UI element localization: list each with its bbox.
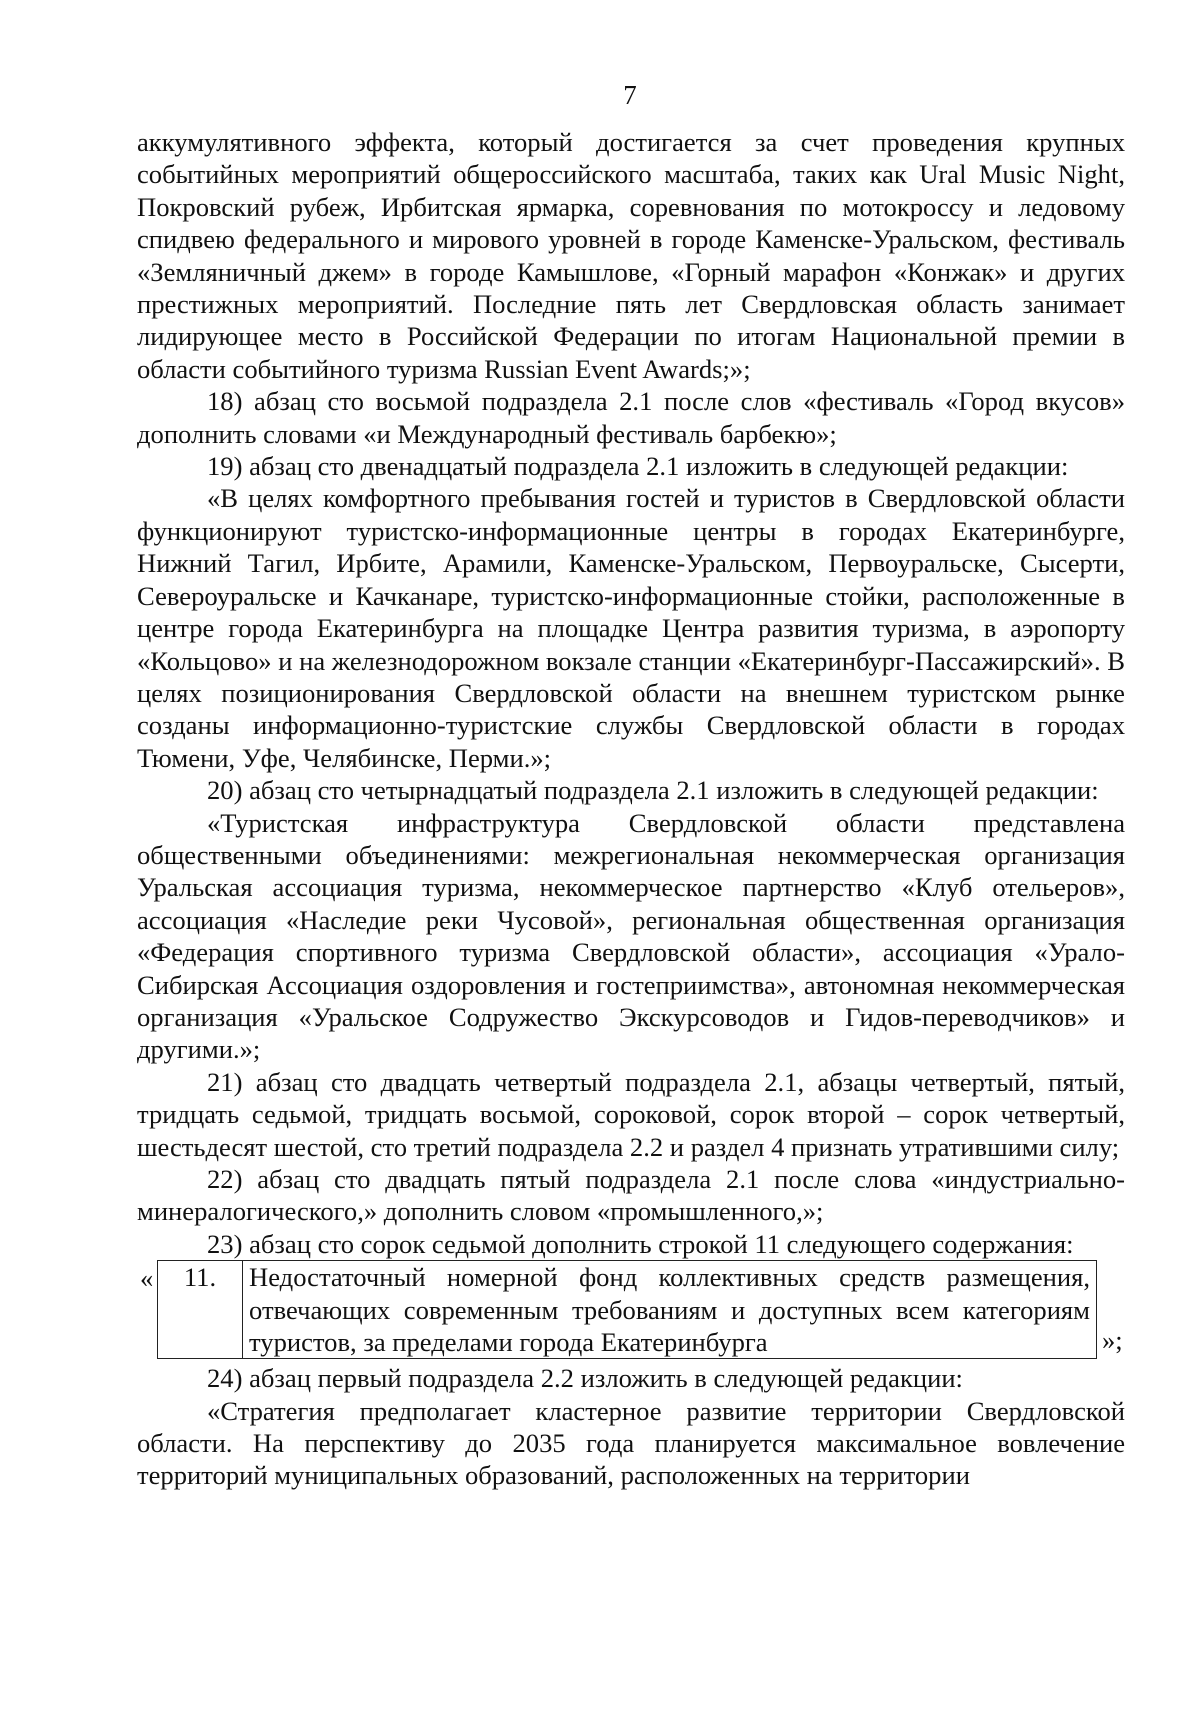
paragraph: 18) абзац сто восьмой подраздела 2.1 после слов «фестиваль «Город вкусов» дополнить словами «и Международный фестиваль барбекю»; <box>137 386 1125 449</box>
paragraph: 23) абзац сто сорок седьмой дополнить строкой 11 следующего содержания: <box>207 1228 1074 1259</box>
table-open-quote: « <box>140 1263 154 1294</box>
paragraphs-after-table <box>137 1362 1125 1492</box>
paragraph: «Туристская инфраструктура Свердловской области представлена общественными объединениями: межрегиональная некоммерческая организация Уральская ассоциация туризма, некоммерческое партнерство «Клуб отельеров», ассоциация «Наследие реки Чусовой», региональная общественная организация «Федерация спортивного туризма Свердловской области», ассоциация «Урало-Сибирская Ассоциация оздоровления и гостеприимства», автономная некоммерческая организация «Уральское Содружество Экскурсоводов и Гидов-переводчиков» и другими.»; <box>137 807 1125 1065</box>
paragraph: 21) абзац сто двадцать четвертый подраздела 2.1, абзацы четвертый, пятый, тридцать седьмой, тридцать восьмой, сороковой, сорок второй – сорок четвертый, шестьдесят шестой, сто третий подраздела 2.2 и раздел 4 признать утратившими силу; <box>137 1066 1125 1162</box>
paragraph: 24) абзац первый подраздела 2.2 изложить в следующей редакции: <box>207 1363 963 1394</box>
paragraph: 19) абзац сто двенадцатый подраздела 2.1 изложить в следующей редакции: <box>207 451 1069 482</box>
inserted-table-row <box>137 1260 1125 1360</box>
document-body <box>137 126 1125 1492</box>
paragraph: «В целях комфортного пребывания гостей и туристов в Свердловской области функционируют туристско-информационные центры в городах Екатеринбурге, Нижний Тагил, Ирбите, Арамили, Каменске-Уральском, Первоуральске, Сысерти, Североуральске и Качканаре, туристско-информационные стойки, расположенные в центре города Екатеринбурга на площадке Центра развития туризма, в аэропорту «Кольцово» и на железнодорожном вокзале станции «Екатеринбург-Пассажирский». В целях позиционирования Свердловской области на внешнем туристском рынке созданы информационно-туристские службы Свердловской области в городах Тюмени, Уфе, Челябинске, Перми.»; <box>137 483 1125 773</box>
paragraph: «Стратегия предполагает кластерное развитие территории Свердловской области. На перспективу до 2035 года планируется максимальное вовлечение территорий муниципальных образований, расположенных на территории <box>137 1395 1125 1491</box>
paragraph: 20) абзац сто четырнадцатый подраздела 2.1 изложить в следующей редакции: <box>207 775 1099 806</box>
table-row <box>158 1261 1097 1359</box>
paragraph: 22) абзац сто двадцать пятый подраздела 2.1 после слова «индустриально-минералогического,» дополнить словом «промышленного,»; <box>137 1164 1125 1227</box>
table <box>157 1260 1097 1359</box>
page-number: 7 <box>623 80 637 110</box>
paragraphs-before-table <box>137 126 1125 1260</box>
table-cell-text: Недостаточный номерной фонд коллективных средств размещения, отвечающих современным требованиям и доступных всем категориям туристов, за пределами города Екатеринбурга <box>243 1261 1097 1359</box>
paragraph: аккумулятивного эффекта, который достигается за счет проведения крупных событийных мероприятий общероссийского масштаба, таких как Ural Music Night, Покровский рубеж, Ирбитская ярмарка, соревнования по мотокроссу и ледовому спидвею федерального и мирового уровней в городе Каменске-Уральском, фестиваль «Земляничный джем» в городе Камышлове, «Горный марафон «Конжак» и других престижных мероприятий. Последние пять лет Свердловская область занимает лидирующее место в Российской Федерации по итогам Национальной премии в области событийного туризма Russian Event Awards;»; <box>137 127 1125 384</box>
table-cell-number: 11. <box>158 1261 243 1359</box>
table-close-quote: »; <box>1102 1325 1123 1356</box>
